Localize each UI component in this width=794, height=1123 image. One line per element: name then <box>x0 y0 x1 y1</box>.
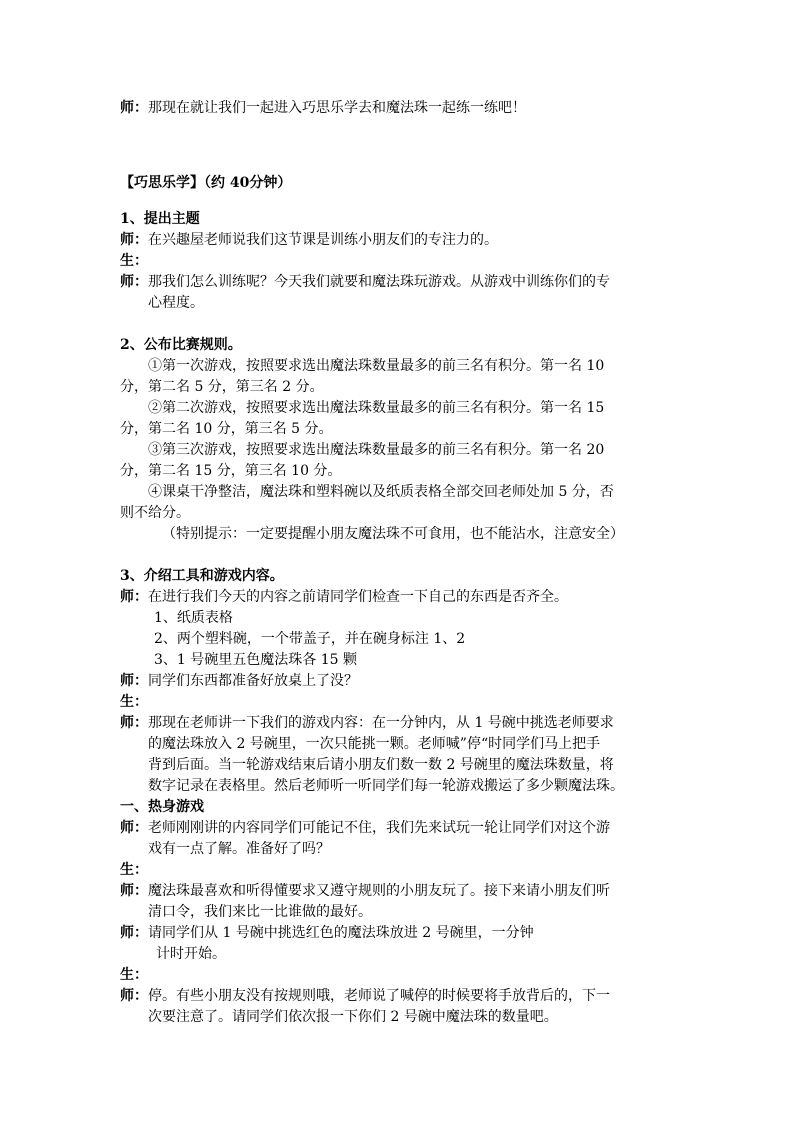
speaker-teacher: 师： <box>120 100 148 116</box>
s1-line-3-cont: 心程度。 <box>148 295 204 311</box>
speaker-student: 生： <box>120 694 148 710</box>
warmup-line-3 <box>120 881 610 902</box>
s1-line-1 <box>120 230 498 251</box>
warmup-line-4 <box>120 923 534 944</box>
speaker-teacher: 师： <box>120 820 148 836</box>
speaker-teacher: 师： <box>120 274 148 290</box>
rule-4-a: ④课桌干净整洁，魔法珠和塑料碗以及纸质表格全部交回老师处加 5 分，否 <box>148 484 614 500</box>
warmup-line-1-text: 老师刚刚讲的内容同学们可能记不住，我们先来试玩一轮让同学们对这个游 <box>148 820 610 836</box>
s3-line-1-text: 在进行我们今天的内容之前请同学们检查一下自己的东西是否齐全。 <box>148 589 568 605</box>
tool-item-3: 3、1 号碗里五色魔法珠各 15 颗 <box>154 652 357 668</box>
s3-line-4-cont-2: 背到后面。当一轮游戏结束后请小朋友们数一数 2 号碗里的魔法珠数量，将 <box>148 757 614 773</box>
speaker-teacher: 师： <box>120 673 148 689</box>
s1-line-3-text: 那我们怎么训练呢？今天我们就要和魔法珠玩游戏。从游戏中训练你们的专 <box>148 274 610 290</box>
tool-item-1: 1、纸质表格 <box>154 610 233 626</box>
safety-note: （特别提示：一定要提醒小朋友魔法珠不可食用，也不能沾水，注意安全） <box>162 526 624 542</box>
tool-item-2: 2、两个塑料碗，一个带盖子，并在碗身标注 1、2 <box>154 631 466 647</box>
s3-heading: 3、介绍工具和游戏内容。 <box>120 568 284 584</box>
s1-line-3 <box>120 272 610 293</box>
s3-line-4 <box>120 713 614 734</box>
speaker-teacher: 师： <box>120 232 148 248</box>
speaker-teacher: 师： <box>120 925 148 941</box>
warmup-heading: 一、热身游戏 <box>120 799 204 815</box>
s2-heading: 2、公布比赛规则。 <box>120 337 242 353</box>
warmup-line-2 <box>120 860 148 881</box>
s3-line-2 <box>120 671 358 692</box>
intro-line <box>120 98 526 119</box>
warmup-line-3-text: 魔法珠最喜欢和听得懂要求又遵守规则的小朋友玩了。接下来请小朋友们听 <box>148 883 610 899</box>
rule-3-a: ③第三次游戏，按照要求选出魔法珠数量最多的前三名有积分。第一名 20 <box>148 442 605 458</box>
rule-2-b: 分，第二名 10 分，第三名 5 分。 <box>120 421 333 437</box>
s3-line-4-cont-1: 的魔法珠放入 2 号碗里，一次只能挑一颗。老师喊”停“时同学们马上把手 <box>148 736 601 752</box>
s1-line-1-text: 在兴趣屋老师说我们这节课是训练小朋友们的专注力的。 <box>148 232 498 248</box>
document-page <box>120 0 680 1123</box>
warmup-line-1 <box>120 818 610 839</box>
warmup-line-5 <box>120 965 148 986</box>
speaker-student: 生： <box>120 253 148 269</box>
s3-line-4-cont-3: 数字记录在表格里。然后老师听一听同学们每一轮游戏搬运了多少颗魔法珠。 <box>148 778 624 794</box>
rule-4-b: 则不给分。 <box>120 505 190 521</box>
warmup-line-4-cont: 计时开始。 <box>156 946 226 962</box>
warmup-line-1-cont: 戏有一点了解。准备好了吗？ <box>148 841 330 857</box>
speaker-teacher: 师： <box>120 988 148 1004</box>
warmup-line-4-text: 请同学们从 1 号碗中挑选红色的魔法珠放进 2 号碗里，一分钟 <box>148 925 534 941</box>
section-heading: 【巧思乐学】（约 40分钟） <box>120 175 292 191</box>
warmup-line-6 <box>120 986 610 1007</box>
speaker-student: 生： <box>120 967 148 983</box>
warmup-line-6-text: 停。有些小朋友没有按规则哦，老师说了喊停的时候要将手放背后的，下一 <box>148 988 610 1004</box>
intro-text: 那现在就让我们一起进入巧思乐学去和魔法珠一起练一练吧！ <box>148 100 526 116</box>
s3-line-2-text: 同学们东西都准备好放桌上了没？ <box>148 673 358 689</box>
speaker-teacher: 师： <box>120 883 148 899</box>
rule-2-a: ②第二次游戏，按照要求选出魔法珠数量最多的前三名有积分。第一名 15 <box>148 400 605 416</box>
speaker-teacher: 师： <box>120 715 148 731</box>
rule-1-b: 分，第二名 5 分，第三名 2 分。 <box>120 379 324 395</box>
s3-line-1 <box>120 587 568 608</box>
warmup-line-3-cont: 清口令，我们来比一比谁做的最好。 <box>148 904 372 920</box>
speaker-student: 生： <box>120 862 148 878</box>
s3-line-4-text: 那现在老师讲一下我们的游戏内容：在一分钟内，从 1 号碗中挑选老师要求 <box>148 715 614 731</box>
s3-line-3 <box>120 692 148 713</box>
s1-heading: 1、提出主题 <box>120 211 200 227</box>
warmup-line-6-cont: 次要注意了。请同学们依次报一下你们 2 号碗中魔法珠的数量吧。 <box>148 1009 558 1025</box>
s1-line-2 <box>120 251 148 272</box>
speaker-teacher: 师： <box>120 589 148 605</box>
rule-3-b: 分，第二名 15 分，第三名 10 分。 <box>120 463 342 479</box>
rule-1-a: ①第一次游戏，按照要求选出魔法珠数量最多的前三名有积分。第一名 10 <box>148 358 605 374</box>
